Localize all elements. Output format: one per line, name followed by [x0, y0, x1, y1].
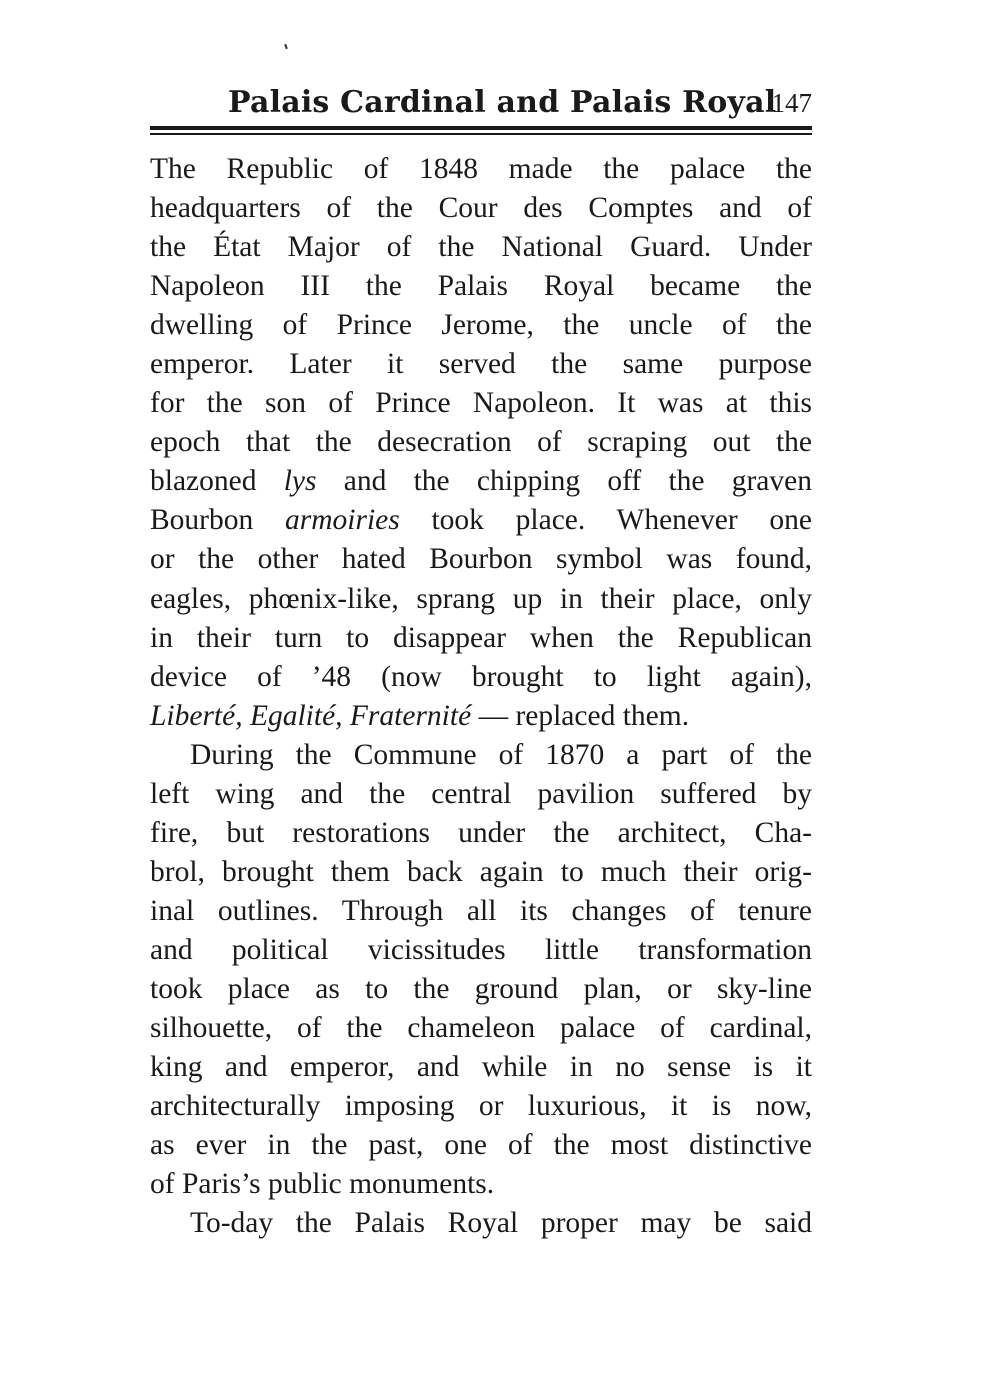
- text-segment: epoch that the desecration of scraping out the: [150, 426, 812, 459]
- text-line: [150, 1009, 812, 1048]
- text-segment: of Paris’s public monuments.: [150, 1168, 495, 1201]
- text-segment: emperor. Later it served the same purpose: [150, 348, 812, 381]
- text-segment: device of ’48 (now brought to light again),: [150, 660, 812, 693]
- text-segment: and the chipping off the graven: [316, 465, 812, 498]
- text-segment: — replaced them.: [471, 699, 690, 732]
- text-line: [150, 1165, 812, 1204]
- text-line: [150, 306, 812, 345]
- text-line: [150, 970, 812, 1009]
- page-number: 147: [771, 88, 812, 118]
- text-segment: headquarters of the Cour des Comptes and of: [150, 192, 812, 225]
- text-line: [150, 580, 812, 619]
- text-line: [150, 892, 812, 931]
- text-segment: left wing and the central pavilion suffered by: [150, 777, 812, 810]
- text-line: [150, 462, 812, 501]
- ink-speck: [284, 44, 288, 49]
- header-rule-thick: [150, 126, 812, 130]
- text-segment: king and emperor, and while in no sense is it: [150, 1051, 812, 1084]
- italic-phrase: Liberté, Egalité, Fraternité: [150, 699, 472, 732]
- running-title: Palais Cardinal and Palais Royal: [228, 85, 777, 120]
- text-line: [150, 384, 812, 423]
- text-segment: the État Major of the National Guard. Under: [150, 231, 812, 264]
- text-segment: dwelling of Prince Jerome, the uncle of the: [150, 309, 812, 342]
- text-line: [150, 931, 812, 970]
- body-text: [150, 150, 812, 1243]
- text-segment: silhouette, of the chameleon palace of cardinal,: [150, 1012, 812, 1045]
- text-line: [150, 1048, 812, 1087]
- text-segment: During the Commune of 1870 a part of the: [190, 738, 812, 771]
- running-header: [150, 80, 812, 126]
- text-segment: eagles, phœnix-like, sprang up in their place, only: [150, 582, 812, 615]
- text-segment: inal outlines. Through all its changes of tenure: [150, 894, 812, 927]
- text-segment: took place. Whenever one: [399, 504, 813, 537]
- text-line: [150, 345, 812, 384]
- text-segment: The Republic of 1848 made the palace the: [150, 153, 812, 185]
- text-line: [150, 814, 812, 853]
- text-line: [150, 697, 812, 736]
- text-segment: fire, but restorations under the architect, Cha-: [150, 816, 812, 849]
- text-segment: took place as to the ground plan, or sky-line: [150, 972, 812, 1005]
- text-segment: brol, brought them back again to much their orig-: [150, 855, 812, 888]
- text-line: [150, 267, 812, 306]
- text-segment: or the other hated Bourbon symbol was found,: [150, 543, 812, 576]
- text-segment: as ever in the past, one of the most distinctive: [150, 1129, 812, 1162]
- text-line: [150, 619, 812, 658]
- text-segment: blazoned: [150, 465, 284, 498]
- text-line: [150, 1126, 812, 1165]
- text-line: [150, 501, 812, 540]
- text-segment: Bourbon: [150, 504, 285, 537]
- text-line: [150, 1204, 812, 1243]
- text-segment: To-day the Palais Royal proper may be said: [190, 1207, 812, 1240]
- text-line: [150, 189, 812, 228]
- text-line: [150, 775, 812, 814]
- italic-phrase: armoiries: [285, 504, 400, 537]
- text-segment: architecturally imposing or luxurious, it is now,: [150, 1090, 812, 1123]
- text-segment: Napoleon III the Palais Royal became the: [150, 270, 812, 303]
- text-line: [150, 1087, 812, 1126]
- text-segment: in their turn to disappear when the Republican: [150, 621, 812, 654]
- text-line: [150, 150, 812, 189]
- text-line: [150, 423, 812, 462]
- text-line: [150, 736, 812, 775]
- text-line: [150, 853, 812, 892]
- text-line: [150, 540, 812, 579]
- text-segment: and political vicissitudes little transformation: [150, 933, 812, 966]
- italic-phrase: lys: [283, 465, 317, 498]
- header-rule-thin: [150, 133, 812, 135]
- text-segment: for the son of Prince Napoleon. It was at this: [150, 387, 812, 420]
- text-line: [150, 658, 812, 697]
- text-line: [150, 228, 812, 267]
